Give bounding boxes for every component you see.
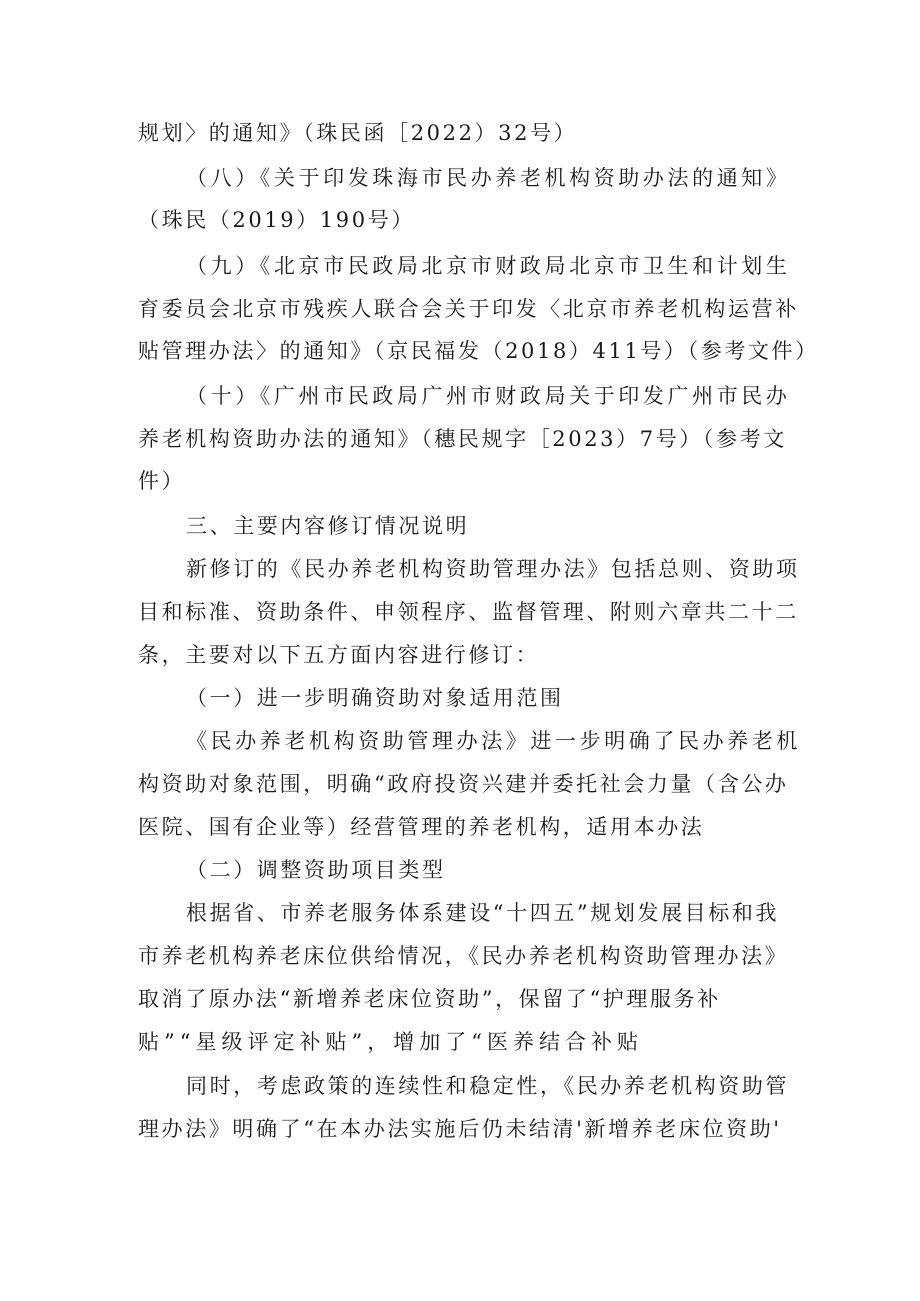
- text-line: 同时，考虑政策的连续性和稳定性，《民办养老机构资助管: [186, 1074, 790, 1098]
- text-line: （八）《关于印发珠海市民办养老机构资助办法的通知》: [186, 166, 791, 190]
- text-line: 目和标准、资助条件、申领程序、监督管理、附则六章共二十二: [138, 600, 799, 624]
- text-line: 理办法》明确了“在本办法实施后仍未结清'新增养老床位资助': [138, 1117, 782, 1141]
- text-line: （珠民（2019）190号）: [138, 208, 415, 232]
- section-heading: 三、主要内容修订情况说明: [186, 514, 470, 538]
- text-line: （九）《北京市民政局北京市财政局北京市卫生和计划生: [186, 254, 791, 278]
- text-line: 贴”“星级评定补贴”，增加了“医养结合补贴: [138, 1030, 643, 1054]
- text-line: 贴管理办法〉的通知》（京民福发（2018）411号）（参考文件）: [138, 339, 819, 363]
- text-line: 条，主要对以下五方面内容进行修订：: [138, 643, 540, 667]
- text-line: 新修订的《民办养老机构资助管理办法》包括总则、资助项: [186, 557, 800, 581]
- text-line: 取消了原办法“新增养老床位资助”，保留了“护理服务补: [138, 987, 721, 1011]
- text-line: 构资助对象范围，明确“政府投资兴建并委托社会力量（含公办: [138, 772, 789, 796]
- text-line: 育委员会北京市残疾人联合会关于印发〈北京市养老机构运营补: [138, 297, 799, 321]
- text-line: 规划〉的通知》（珠民函［2022）32号）: [138, 121, 578, 145]
- subsection-heading: （二）调整资助项目类型: [186, 858, 446, 882]
- text-line: 根据省、市养老服务体系建设“十四五”规划发展目标和我: [186, 901, 780, 925]
- text-line: 市养老机构养老床位供给情况，《民办养老机构资助管理办法》: [138, 944, 789, 968]
- text-line: 《民办养老机构资助管理办法》进一步明确了民办养老机: [186, 729, 801, 753]
- subsection-heading: （一）进一步明确资助对象适用范围: [186, 686, 564, 710]
- text-line: 养老机构资助办法的通知》（穗民规字［2023）7号）（参考文: [138, 427, 787, 451]
- text-line: 医院、国有企业等）经营管理的养老机构，适用本办法: [138, 815, 705, 839]
- text-line: 件）: [138, 469, 186, 493]
- text-line: （十）《广州市民政局广州市财政局关于印发广州市民办: [186, 384, 791, 408]
